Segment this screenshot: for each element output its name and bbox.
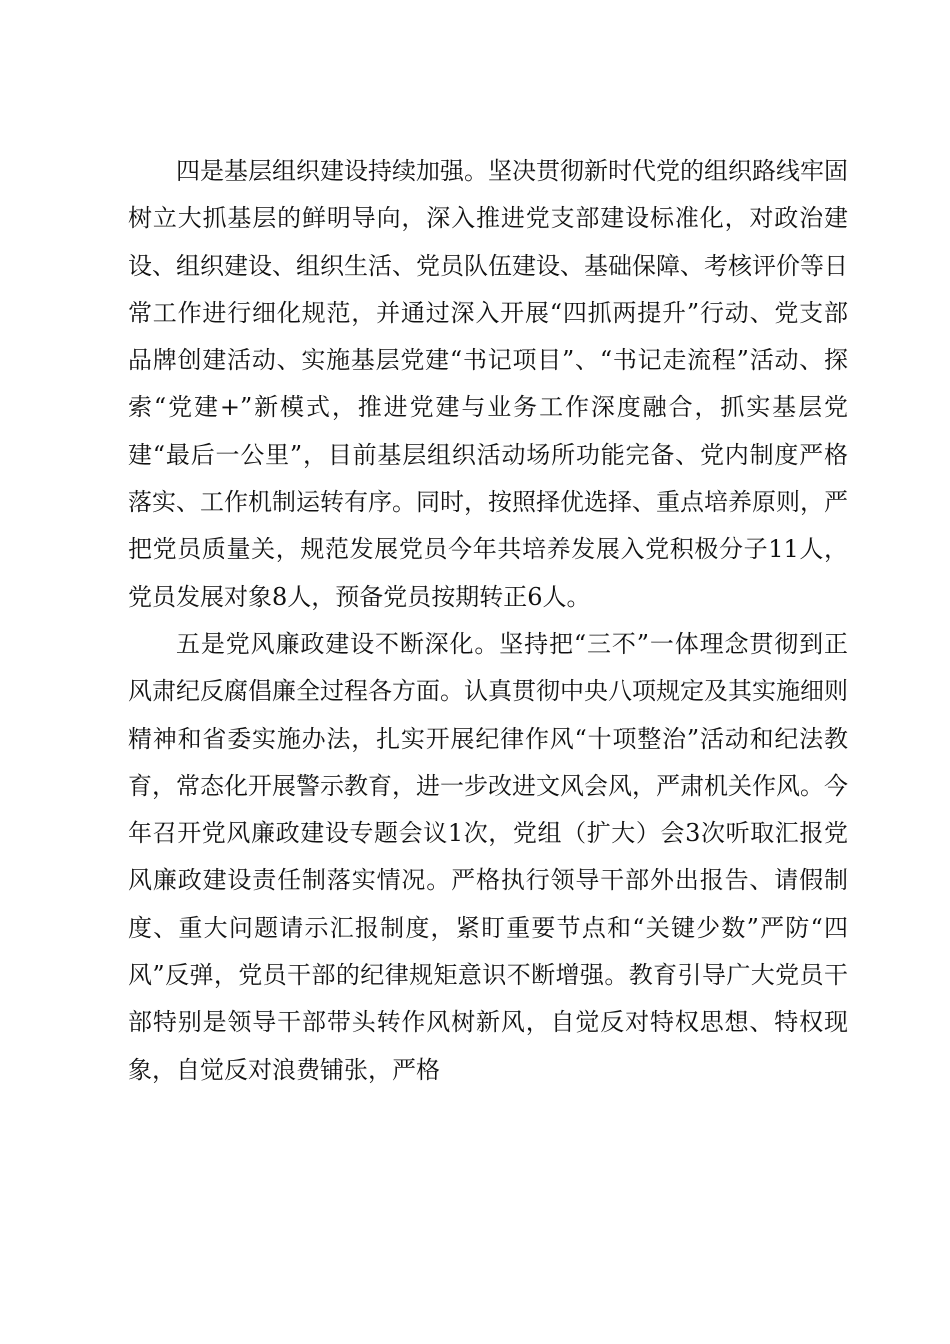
document-body <box>128 148 848 1094</box>
paragraph-party-conduct: 五是党风廉政建设不断深化。坚持把“三不”一体理念贯彻到正风肃纪反腐倡廉全过程各方面。认真贯彻中央八项规定及其实施细则精神和省委实施办法，扎实开展纪律作风“十项整治”活动和纪法教育，常态化开展警示教育，进一步改进文风会风，严肃机关作风。今年召开党风廉政建设专题会议1次，党组（扩大）会3次听取汇报党风廉政建设责任制落实情况。严格执行领导干部外出报告、请假制度、重大问题请示汇报制度，紧盯重要节点和“关键少数”严防“四风”反弹，党员干部的纪律规矩意识不断增强。教育引导广大党员干部特别是领导干部带头转作风树新风，自觉反对特权思想、特权现象，自觉反对浪费铺张，严格 <box>128 629 848 1084</box>
paragraph-grassroots-organization: 四是基层组织建设持续加强。坚决贯彻新时代党的组织路线牢固树立大抓基层的鲜明导向，深入推进党支部建设标准化，对政治建设、组织建设、组织生活、党员队伍建设、基础保障、考核评价等日常工作进行细化规范，并通过深入开展“四抓两提升”行动、党支部品牌创建活动、实施基层党建“书记项目”、“书记走流程”活动、探索“党建+”新模式，推进党建与业务工作深度融合，抓实基层党建“最后一公里”，目前基层组织活动场所功能完备、党内制度严格落实、工作机制运转有序。同时，按照择优选择、重点培养原则，严把党员质量关，规范发展党员今年共培养发展入党积极分子11人，党员发展对象8人，预备党员按期转正6人。 <box>128 157 848 611</box>
